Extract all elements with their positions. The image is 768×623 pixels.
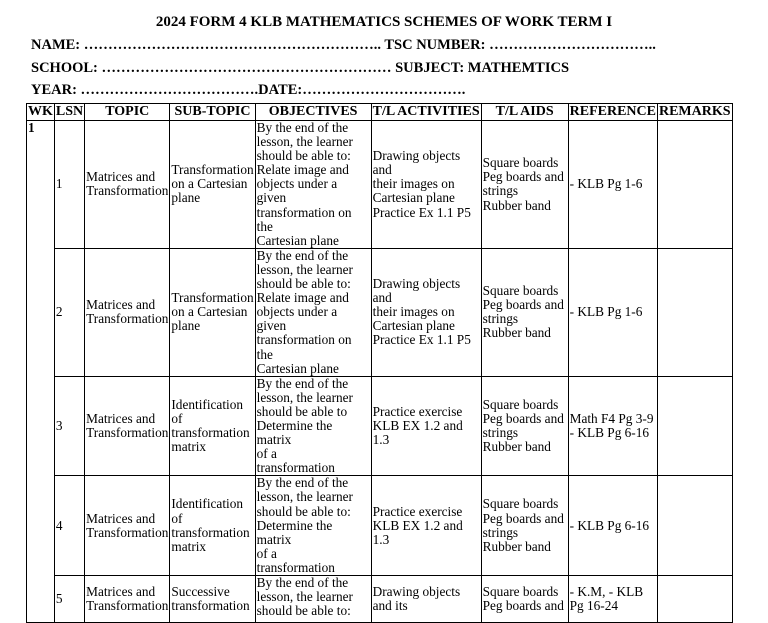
- subtopic-cell: Identification of transformation matrix: [170, 476, 255, 576]
- topic-cell: Matrices and Transformation: [85, 476, 170, 576]
- document-title: 2024 FORM 4 KLB MATHEMATICS SCHEMES OF WORK TERM I: [155, 14, 613, 30]
- remarks-cell: [657, 476, 732, 576]
- lsn-cell: 4: [54, 476, 84, 576]
- aids-cell: Square boards Peg boards and strings Rubber band: [481, 476, 568, 576]
- reference-cell: Math F4 Pg 3-9 - KLB Pg 6-16: [568, 376, 657, 476]
- lsn-cell: 3: [54, 376, 84, 476]
- col-header-objectives: OBJECTIVES: [255, 104, 371, 121]
- subtopic-cell: Identification of transformation matrix: [170, 376, 255, 476]
- activities-cell: Drawing objects and their images on Cartesian plane Practice Ex 1.1 P5: [371, 121, 481, 249]
- lsn-cell: 5: [54, 576, 84, 623]
- topic-cell: Matrices and Transformation: [85, 248, 170, 376]
- lsn-cell: 2: [54, 248, 84, 376]
- remarks-cell: [657, 248, 732, 376]
- reference-cell: - KLB Pg 1-6: [568, 248, 657, 376]
- week-cell: 1: [27, 121, 55, 623]
- lsn-cell: 1: [54, 121, 84, 249]
- subtopic-cell: Successive transformation: [170, 576, 255, 623]
- col-header-activities: T/L ACTIVITIES: [372, 103, 480, 119]
- objectives-cell: By the end of the lesson, the learner should be able to: Relate image and objects under a given transformation on the Cartesian plane: [255, 121, 371, 249]
- objectives-cell: By the end of the lesson, the learner should be able to: Relate image and objects under a given transformation on the Cartesian plane: [255, 248, 371, 376]
- header-row: [27, 104, 733, 121]
- remarks-cell: [657, 376, 732, 476]
- table-row: [27, 376, 733, 476]
- activities-cell: Practice exercise KLB EX 1.2 and 1.3: [371, 376, 481, 476]
- col-header-topic: TOPIC: [85, 104, 170, 121]
- col-header-subtopic: SUB-TOPIC: [170, 104, 255, 121]
- school-subject-line: SCHOOL: …………………………………………………… SUBJECT: MATHEMTICS: [31, 60, 570, 76]
- activities-cell: Drawing objects and its: [371, 576, 481, 623]
- name-tsc-line: NAME: …………………………………………………….. TSC NUMBER: ……………………………..: [31, 37, 656, 53]
- aids-cell: Square boards Peg boards and strings Rubber band: [481, 248, 568, 376]
- table-row: [27, 248, 733, 376]
- topic-cell: Matrices and Transformation: [85, 576, 170, 623]
- col-header-lsn: LSN: [55, 103, 84, 119]
- table-row: [27, 121, 733, 249]
- col-header-remarks: REMARKS: [658, 103, 731, 119]
- activities-cell: Practice exercise KLB EX 1.2 and 1.3: [371, 476, 481, 576]
- subtopic-cell: Transformation on a Cartesian plane: [170, 248, 255, 376]
- activities-cell: Drawing objects and their images on Cartesian plane Practice Ex 1.1 P5: [371, 248, 481, 376]
- objectives-cell: By the end of the lesson, the learner should be able to Determine the matrix of a transformation: [255, 376, 371, 476]
- topic-cell: Matrices and Transformation: [85, 376, 170, 476]
- reference-cell: - KLB Pg 6-16: [568, 476, 657, 576]
- objectives-cell: By the end of the lesson, the learner should be able to:: [255, 576, 371, 623]
- table-row: [27, 476, 733, 576]
- objectives-cell: By the end of the lesson, the learner should be able to: Determine the matrix of a transformation: [255, 476, 371, 576]
- reference-cell: - KLB Pg 1-6: [568, 121, 657, 249]
- aids-cell: Square boards Peg boards and strings Rubber band: [481, 121, 568, 249]
- col-header-aids: T/L AIDS: [481, 104, 568, 121]
- scheme-of-work-table: [26, 103, 733, 623]
- year-date-line: YEAR: ……………………………….DATE:…………………………….: [31, 82, 466, 98]
- remarks-cell: [657, 121, 732, 249]
- reference-cell: - K.M, - KLB Pg 16-24: [568, 576, 657, 623]
- col-header-wk: WK: [28, 103, 53, 119]
- remarks-cell: [657, 576, 732, 623]
- table-row: [27, 576, 733, 623]
- subtopic-cell: Transformation on a Cartesian plane: [170, 121, 255, 249]
- topic-cell: Matrices and Transformation: [85, 121, 170, 249]
- col-header-reference: REFERENCE: [569, 103, 656, 119]
- aids-cell: Square boards Peg boards and: [481, 576, 568, 623]
- aids-cell: Square boards Peg boards and strings Rubber band: [481, 376, 568, 476]
